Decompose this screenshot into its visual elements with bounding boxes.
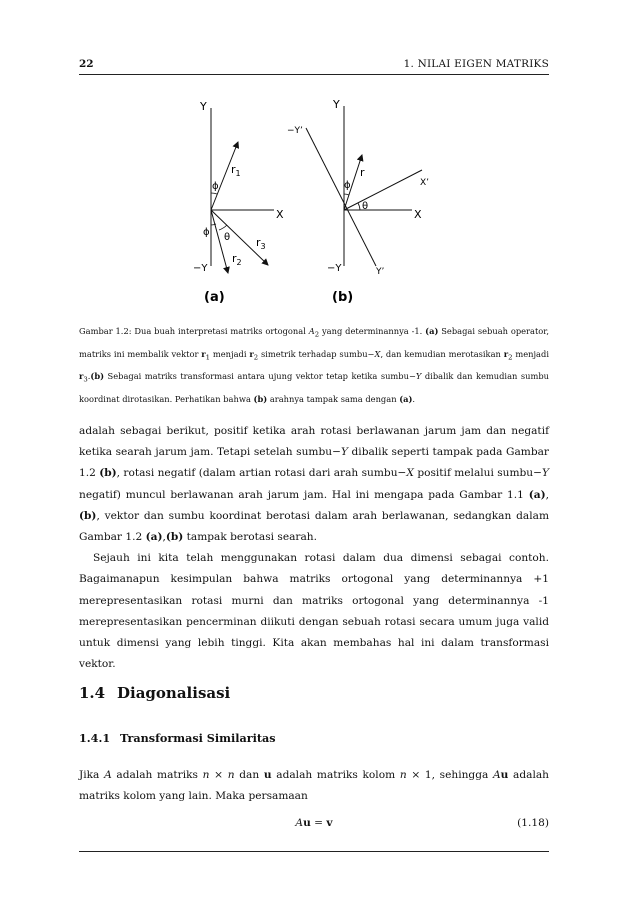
caption-subscript: 2 bbox=[314, 330, 320, 339]
caption-ref: (b) bbox=[253, 393, 268, 404]
panel-b-phi: ϕ bbox=[344, 180, 351, 191]
math-vector: u bbox=[303, 817, 311, 829]
panel-b-y-prime: Y’ bbox=[376, 267, 385, 277]
subsection-number: 1.4.1 bbox=[79, 731, 111, 745]
caption-vector: r bbox=[249, 348, 254, 359]
subsection-title: Transformasi Similaritas bbox=[120, 731, 276, 745]
footer-rule bbox=[79, 851, 549, 852]
caption-text: Sebagai sebuah operator, matriks ini membalik vektor bbox=[79, 326, 549, 359]
paragraph-text: , vektor dan sumbu koordinat berotasi dalam arah berlawanan, sedangkan dalam Gambar 1.2 bbox=[79, 509, 549, 544]
caption-subscript: 2 bbox=[253, 353, 259, 362]
caption-ref: (a) bbox=[425, 326, 439, 336]
figure-caption bbox=[79, 322, 549, 409]
panel-a-phi-bottom: ϕ bbox=[203, 227, 210, 238]
caption-vector: r bbox=[503, 348, 509, 359]
paragraph-text: adalah sebagai berikut, positif ketika arah rotasi berlawanan jarum jam dan negatif ketika searah jarum jam. Tetapi setelah sumbu− bbox=[79, 425, 549, 459]
caption-text: menjadi bbox=[512, 348, 549, 359]
caption-ref: (b) bbox=[90, 371, 105, 382]
section-heading bbox=[79, 684, 230, 702]
panel-a-phi-top: ϕ bbox=[212, 181, 219, 192]
figure-ref: (a) bbox=[145, 531, 163, 544]
panel-b-x-prime-axis bbox=[344, 170, 422, 210]
panel-a-label: (a) bbox=[204, 290, 225, 305]
caption-vector: r bbox=[79, 371, 84, 382]
caption-subscript: 3 bbox=[83, 375, 88, 384]
panel-a-x-label: X bbox=[276, 208, 284, 221]
panel-b-x-prime: X’ bbox=[420, 178, 430, 188]
paragraph-text: , bbox=[545, 488, 549, 501]
caption-vector: r bbox=[201, 348, 206, 359]
panel-a-y-label: Y bbox=[200, 100, 207, 113]
paragraph-text: adalah matriks kolom yang lain. Maka persamaan bbox=[79, 769, 549, 803]
caption-symbol: A bbox=[308, 326, 315, 336]
caption-lead: Gambar 1.2: bbox=[79, 326, 132, 336]
math-symbol: Y bbox=[542, 467, 550, 480]
panel-b-theta-arc bbox=[358, 203, 360, 210]
math-symbol: n bbox=[399, 769, 407, 781]
panel-a-r2-label: $r_2$ bbox=[232, 252, 242, 267]
paragraph-text: positif melalui sumbu− bbox=[413, 467, 543, 480]
panel-b-neg-y-label: −Y bbox=[327, 263, 342, 274]
caption-symbol: Y bbox=[415, 371, 422, 382]
body-text bbox=[79, 421, 549, 675]
panel-a-neg-y-label: −Y bbox=[193, 263, 208, 274]
math-vector: u bbox=[263, 769, 272, 781]
caption-text: menjadi bbox=[210, 348, 250, 359]
page-header bbox=[79, 58, 549, 72]
panel-a-phi-arc-top bbox=[211, 193, 217, 194]
math-symbol: n bbox=[227, 769, 235, 781]
panel-a-r1-label: $r_1$ bbox=[231, 163, 241, 178]
math-symbol: Y bbox=[340, 446, 348, 459]
paragraph: Sejauh ini kita telah menggunakan rotasi dalam dua dimensi sebagai contoh. Bagaimanapun kesimpulan bahwa matriks ortogonal yang determinannya +1 merepresentasikan rotasi murni dan matriks ortogonal yang determinannya -1 merepresentasikan pencerminan diikuti dengan sebuah rotasi secara umum juga valid untuk dimensi yang lebih tinggi. Kita akan membahas hal ini dalam transformasi vektor. bbox=[79, 552, 549, 671]
body-paragraph-2 bbox=[79, 765, 549, 807]
panel-b-r-label: r bbox=[360, 166, 365, 179]
panel-a-theta: θ bbox=[224, 232, 231, 243]
running-title: 1. NILAI EIGEN MATRIKS bbox=[403, 58, 549, 70]
caption-text: . bbox=[87, 371, 91, 382]
figure-ref: (b) bbox=[79, 509, 97, 522]
equation-body bbox=[79, 817, 549, 829]
math-vector: u bbox=[500, 769, 509, 781]
figure-ref: (b) bbox=[99, 467, 117, 480]
paragraph-text: × 1, sehingga bbox=[406, 769, 493, 781]
panel-a bbox=[193, 100, 284, 305]
panel-a-r1-vector bbox=[211, 142, 238, 210]
caption-subscript: 2 bbox=[508, 353, 513, 362]
panel-b-y-label: Y bbox=[333, 98, 340, 111]
figure-diagram bbox=[176, 88, 466, 310]
math-symbol: n bbox=[202, 769, 210, 781]
paragraph-text: , rotasi negatif (dalam artian rotasi dari arah sumbu− bbox=[116, 467, 407, 480]
equation-number: (1.18) bbox=[517, 817, 549, 829]
caption-text: yang determinannya -1. bbox=[319, 326, 426, 336]
caption-text: . bbox=[412, 393, 416, 404]
paragraph-text: tampak berotasi searah. bbox=[183, 531, 318, 544]
page-number: 22 bbox=[79, 58, 94, 70]
caption-text: simetrik terhadap sumbu− bbox=[258, 348, 375, 359]
section-title: Diagonalisasi bbox=[117, 684, 231, 702]
caption-text: Sebagai matriks transformasi antara ujung vektor tetap ketika sumbu− bbox=[104, 371, 416, 382]
paragraph-text: adalah matriks bbox=[111, 769, 203, 781]
caption-symbol: X bbox=[374, 348, 381, 359]
math-symbol: A bbox=[104, 769, 112, 781]
math-symbol: A bbox=[493, 769, 501, 781]
caption-ref: (a) bbox=[399, 393, 413, 404]
paragraph-text: negatif) muncul berlawanan arah jarum jam. Hal ini mengapa pada Gambar 1.1 bbox=[79, 488, 529, 501]
paragraph-text: , bbox=[162, 531, 166, 544]
math-operator: = bbox=[310, 817, 327, 829]
panel-b-x-label: X bbox=[414, 208, 422, 221]
paragraph bbox=[79, 421, 549, 548]
section-number: 1.4 bbox=[79, 684, 106, 702]
caption-text: dibalik dan kemudian sumbu koordinat dirotasikan. Perhatikan bahwa bbox=[79, 371, 549, 404]
equation-1-18 bbox=[79, 817, 549, 833]
caption-text: arahnya tampak sama dengan bbox=[267, 393, 400, 404]
math-symbol: X bbox=[406, 467, 414, 480]
figure-1-2 bbox=[176, 88, 466, 310]
caption-subscript: 1 bbox=[205, 353, 211, 362]
paragraph-text: adalah matriks kolom bbox=[271, 769, 400, 781]
math-vector: v bbox=[326, 817, 333, 829]
math-operator: × bbox=[209, 769, 228, 781]
panel-a-r3-label: $r_3$ bbox=[256, 236, 266, 251]
panel-b-theta: θ bbox=[362, 201, 369, 212]
paragraph-text: dibalik seperti tampak pada Gambar 1.2 bbox=[79, 446, 549, 480]
panel-b-label: (b) bbox=[332, 290, 354, 305]
caption-text: Dua buah interpretasi matriks ortogonal bbox=[131, 326, 309, 336]
paragraph bbox=[79, 765, 549, 807]
panel-b-neg-y-prime: −Y’ bbox=[287, 126, 303, 136]
paragraph-text: Jika bbox=[79, 769, 105, 781]
paragraph-text: dan bbox=[234, 769, 264, 781]
panel-a-theta-arc bbox=[219, 225, 227, 230]
figure-ref: (a) bbox=[528, 488, 546, 501]
math-symbol: A bbox=[295, 817, 304, 829]
subsection-heading bbox=[79, 731, 276, 745]
caption-text: , dan kemudian merotasikan bbox=[380, 348, 504, 359]
figure-ref: (b) bbox=[165, 531, 184, 544]
panel-b-phi-arc bbox=[344, 194, 349, 195]
panel-b-y-prime-axis bbox=[306, 128, 376, 266]
header-rule bbox=[79, 74, 549, 75]
panel-b bbox=[287, 98, 429, 305]
